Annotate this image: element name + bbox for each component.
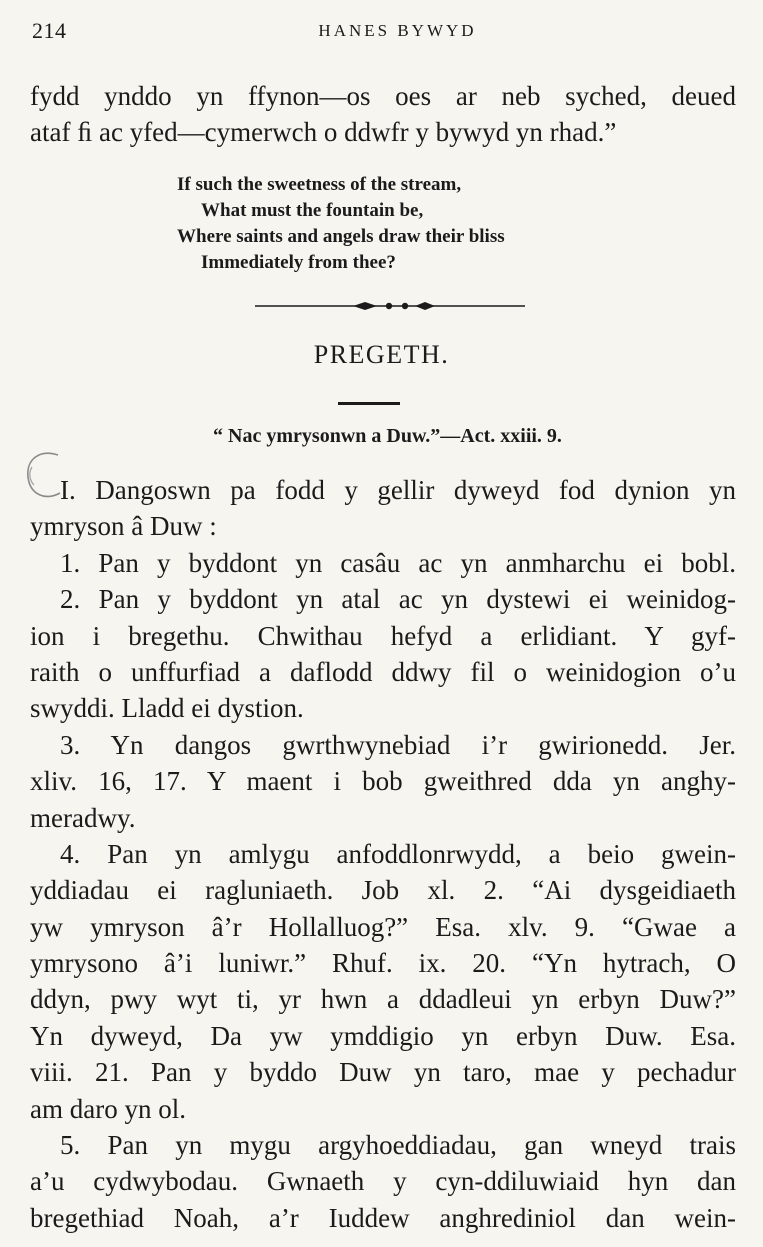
text-line: ddyn, pwy wyt ti, yr hwn a ddadleui yn erbyn Duw?” [30, 984, 736, 1015]
text-line: meradwy. [30, 802, 136, 833]
text-line: yddiadau ei ragluniaeth. Job xl. 2. “Ai dysgeidiaeth [30, 875, 736, 906]
poem-line: If such the sweetness of the stream, [177, 174, 462, 195]
running-head [32, 18, 733, 48]
text-line: am daro yn ol. [30, 1093, 186, 1124]
text-line: 3. Yn dangos gwrthwynebiad i’r gwirionedd. Jer. [60, 729, 736, 760]
page-number: 214 [32, 18, 67, 43]
poem-line: Where saints and angels draw their bliss [177, 226, 505, 247]
text-line: swyddi. Lladd ei dystion. [30, 693, 304, 724]
text-line: Yn dyweyd, Da yw ymddigio yn erbyn Duw. Esa. [30, 1020, 736, 1051]
text-line: 4. Pan yn amlygu anfoddlonrwydd, a beio gwein- [60, 838, 736, 869]
book-title: HANES BYWYD [318, 21, 477, 40]
ornament-divider [255, 296, 525, 316]
text-line: I. Dangoswn pa fodd y gellir dyweyd fod dynion yn [60, 475, 736, 505]
poem-quote [177, 172, 505, 276]
text-line: fydd ynddo yn ffynon—os oes ar neb syched, deued [30, 81, 736, 111]
sermon-heading: PREGETH. [313, 340, 450, 369]
text-line: viii. 21. Pan y byddo Duw yn taro, mae y pechadur [30, 1057, 736, 1088]
text-line: a’u cydwybodau. Gwnaeth y cyn-ddiluwiaid hyn dan [30, 1166, 736, 1197]
sermon-body [30, 472, 736, 1236]
text-line: ion i bregethu. Chwithau hefyd a erlidiant. Y gyf- [30, 620, 736, 651]
opening-paragraph [30, 78, 736, 151]
text-line: yw ymryson â’r Hollalluog?” Esa. xlv. 9. “Gwae a [30, 911, 736, 942]
text-line: 1. Pan y byddont yn casâu ac yn anmharchu ei bobl. [60, 547, 736, 578]
poem-line: Immediately from thee? [201, 252, 396, 273]
text-line: raith o unffurfiad a daflodd ddwy fil o weinidogion o’u [30, 656, 736, 687]
text-line: 2. Pan y byddont yn atal ac yn dystewi ei weinidog- [60, 584, 736, 615]
scripture-epigraph: “ Nac ymrysonwn a Duw.”—Act. xxiii. 9. [213, 425, 562, 447]
text-line: ymryson â Duw : [30, 511, 217, 542]
text-line: ymrysono â’i luniwr.” Rhuf. ix. 20. “Yn hytrach, O [30, 948, 736, 979]
text-line: xliv. 16, 17. Y maent i bob gweithred dda yn anghy- [30, 766, 736, 797]
text-line: 5. Pan yn mygu argyhoeddiadau, gan wneyd trais [60, 1130, 736, 1161]
text-line: ataf ﬁ ac yfed—cymerwch o ddwfr y bywyd yn rhad.” [30, 117, 617, 148]
heading-rule [338, 402, 400, 405]
text-line: bregethiad Noah, a’r Iuddew anghrediniol dan wein- [30, 1202, 736, 1233]
poem-line: What must the fountain be, [201, 200, 424, 221]
